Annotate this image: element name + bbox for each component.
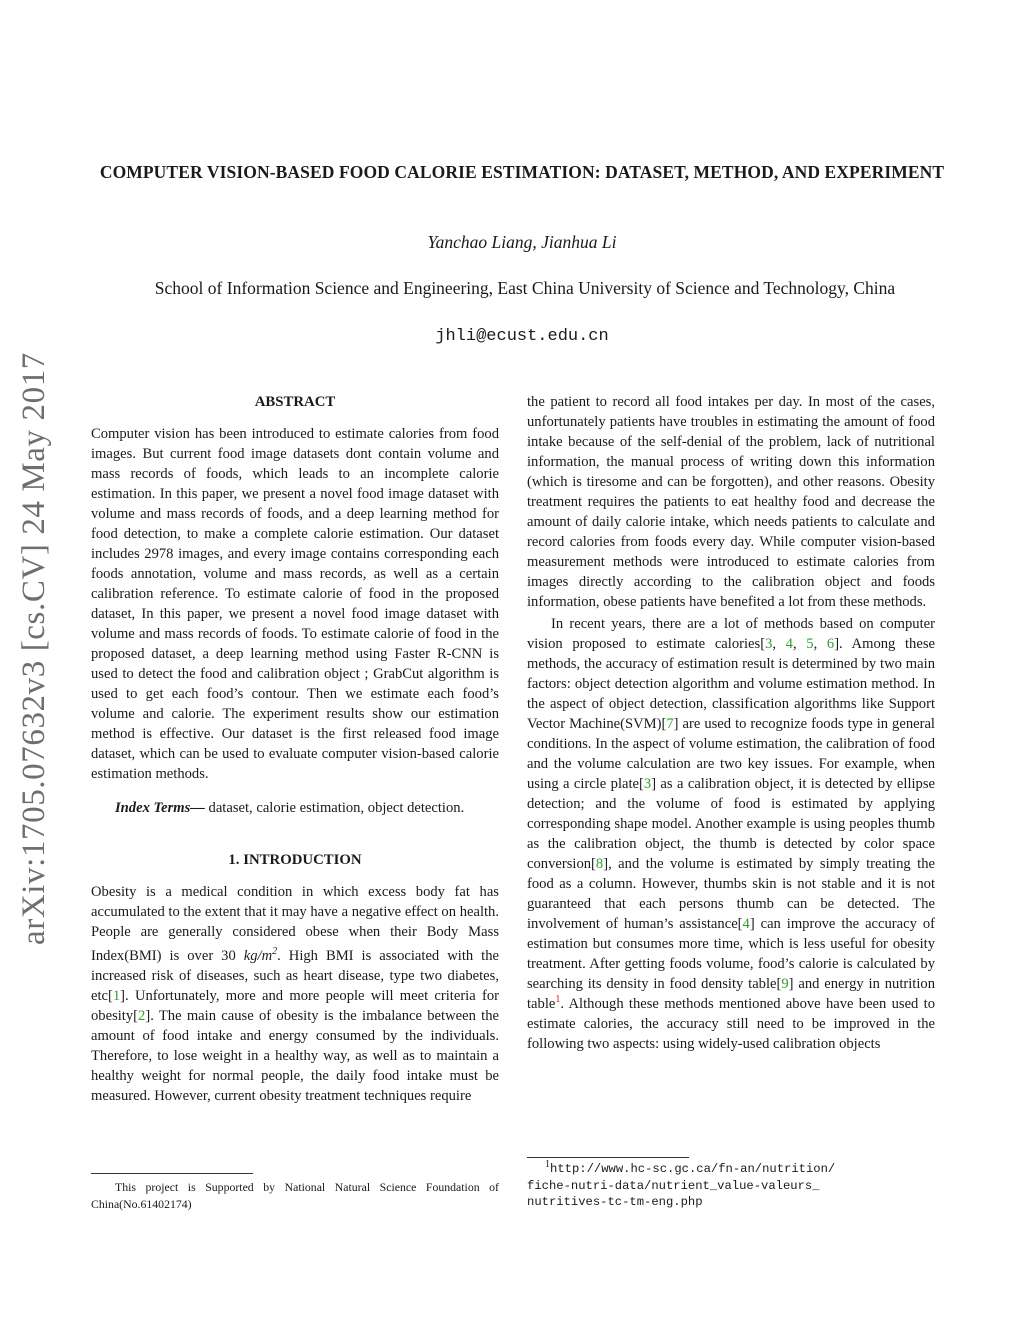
intro-text: ] can improve the accuracy of estimation but consumes more time, which is less useful for obesity treatment. After getting foods volume, food’s calorie is calculated by searching its density in food density table[ — [527, 916, 935, 992]
author-affiliation: School of Information Science and Engineering, East China University of Science and Technology, China — [154, 278, 896, 298]
funding-footnote: This project is Supported by National Natural Science Foundation of China(No.61402174) — [91, 1180, 499, 1211]
intro-text: ] as a calibration object, it is detected by ellipse detection; and the volume of food is estimated by applying corresponding shape model. Another example is using peoples thumb as the calibration object, the thumb is detected by color space conversion[ — [527, 776, 936, 872]
intro-paragraph-1-continued: the patient to record all food intakes per day. In most of the cases, unfortunately patients have troubles in estimating the amount of food intake because of the self-denial of the problem, lack of nutritional information, the manual process of writing down this information (which is tiresome and can be forgotten), and other reasons. Obesity treatment requires the patients to eat healthy food and decrease the amount of daily calorie intake, which needs patients to calculate and record calories from foods every day. While computer vision-based measurement methods were introduced to estimate calories from images directly according to the calibration object and foods information, obese patients have benefited a lot from these methods. — [527, 394, 935, 610]
intro-text: ] are used to recognize foods type in general conditions. In the aspect of volume estimation, the calibration of food and the volume calculation are two key issues. For example, when using a circle plate[ — [527, 716, 935, 792]
paper-title: COMPUTER VISION-BASED FOOD CALORIE ESTIMATION: DATASET, METHOD, AND EXPERIMENT — [99, 162, 945, 182]
arxiv-identifier: arXiv:1705.07632v3 [cs.CV] 24 May 2017 — [16, 352, 52, 945]
footnote-divider — [91, 1173, 253, 1174]
index-terms-text: dataset, calorie estimation, object detection. — [204, 800, 465, 816]
index-terms-label: Index Terms— — [115, 800, 205, 816]
intro-text: Obesity is a medical condition in which excess body fat has accumulated to the extent that it may have a negative effect on health. People are generally considered obese when their Body Mass Index(BMI) is over 30 — [91, 884, 499, 964]
introduction-heading: 1. INTRODUCTION — [228, 852, 362, 868]
intro-text: . Although these methods mentioned above have been used to estimate calories, the accuracy still need to be improved in the following two aspects: using widely-used calibration objects — [527, 996, 935, 1052]
citation-link[interactable]: 4 — [742, 916, 750, 932]
citation-link[interactable]: 1 — [112, 987, 121, 1004]
intro-text: ], and the volume is estimated by simply treating the food as a column. However, thumbs skin is not stable and it is not guaranteed that each persons thumb can be detected. The involvement of human’s assistance[ — [527, 856, 935, 932]
intro-text: In recent years, there are a lot of methods based on computer vision proposed to estimate calories[ — [527, 616, 935, 652]
citation-link[interactable]: 6 — [826, 636, 835, 652]
intro-text: . High BMI is associated with the increased risk of diseases, such as heart disease, type two diabetes, etc[ — [91, 947, 499, 1004]
citation-link[interactable]: 9 — [781, 976, 789, 992]
citation-link[interactable]: 3 — [765, 636, 773, 652]
nutrition-url-line-2[interactable]: fiche-nutri-data/nutrient_value-valeurs_ — [527, 1178, 820, 1193]
intro-text: ]. Unfortunately, more and more people will meet criteria for obesity[ — [91, 987, 499, 1024]
abstract-text: Computer vision has been introduced to estimate calories from food images. But current food image datasets dont contain volume and mass records of foods, which leads to an incomplete calorie estimation. In this paper, we present a novel food image dataset with volume and mass records of foods, and a deep learning method for food detection, to make a complete calorie estimation. Our dataset includes 2978 images, and every image contains corresponding each foods annotation, volume and mass records, as well as a certain calibration reference. To estimate calorie of food in the proposed dataset, In this paper, we present a novel food image dataset with volume and mass records of foods. To estimate calorie of food in the proposed dataset, a deep learning method using Faster R-CNN is used to detect the food and calibration object ; GrabCut algorithm is used to get each food’s contour. Then we estimate each food’s volume and calorie. The experiment results show our estimation method is effective. Our dataset is the first released food image dataset, which can be used to evaluate computer vision-based calorie estimation methods. — [91, 426, 499, 782]
footnote-divider — [527, 1157, 689, 1158]
abstract-heading: ABSTRACT — [254, 394, 336, 410]
citation-link[interactable]: 7 — [666, 716, 674, 732]
url-footnote — [527, 1158, 947, 1211]
right-column — [527, 392, 935, 1054]
intro-text: ] and energy in nutrition table — [527, 976, 935, 1012]
nutrition-url-line-3[interactable]: nutritives-tc-tm-eng.php — [527, 1195, 703, 1209]
nutrition-url-line-1[interactable]: http://www.hc-sc.gc.ca/fn-an/nutrition/ — [550, 1162, 836, 1176]
footnote-marker[interactable]: 1 — [555, 994, 561, 1006]
paper-authors: Yanchao Liang, Jianhua Li — [427, 232, 617, 252]
citation-link[interactable]: 3 — [643, 776, 652, 792]
citation-link[interactable]: 5 — [806, 636, 814, 652]
left-column — [91, 392, 499, 1106]
footnote-number: 1 — [545, 1158, 550, 1170]
intro-paragraph-2: In recent years, there are a lot of methods based on computer vision proposed to estimate calories[3, 4, 5, 6]. Among these methods, the accuracy of estimation result is determined by two main factors: object detection algorithm and volume estimation method. In the aspect of object detection, classification algorithms like Support Vector Machine(SVM)[7] are used to recognize foods type in general conditions. In the aspect of volume estimation, the calibration of food and the volume calculation are two key issues. For example, when using a circle plate[3] as a calibration object, it is detected by ellipse detection; and the volume of food is estimated by applying corresponding shape model. Another example is using peoples thumb as the calibration object, the thumb is detected by color space conversion[8], and the volume is estimated by simply treating the food as a column. However, thumbs skin is not stable and it is not guaranteed that each persons thumb can be detected. The involvement of human’s assistance[4] can improve the accuracy of estimation but consumes more time, which is less useful for obesity treatment. After getting foods volume, food’s calorie is calculated by searching its density in food density table[9] and energy in nutrition table$^1$. Although these methods mentioned above have been used to estimate calories, the accuracy still need to be improved in the following two aspects: using widely-used calibration objects — [527, 616, 936, 1052]
intro-text: ]. Among these methods, the accuracy of estimation result is determined by two main factors: object detection algorithm and volume estimation method. In the aspect of object detection, classification algorithms like Support Vector Machine(SVM)[ — [527, 636, 935, 732]
author-email[interactable]: jhli@ecust.edu.cn — [435, 327, 609, 346]
bmi-unit: $kg/m^2$ — [243, 946, 278, 964]
citation-link[interactable]: 4 — [785, 636, 793, 652]
citation-link[interactable]: 8 — [595, 856, 604, 872]
intro-paragraph-1 — [91, 882, 499, 1106]
index-terms — [91, 798, 499, 818]
intro-text-continued: ]. The main cause of obesity is the imbalance between the amount of food intake and energy consumed by the individuals. Therefore, to lose weight in a healthy way, as well as to maintain a healthy weight for normal people, the daily food intake must be measured. However, current obesity treatment techniques require — [91, 1007, 499, 1104]
citation-link[interactable]: 2 — [138, 1007, 146, 1024]
